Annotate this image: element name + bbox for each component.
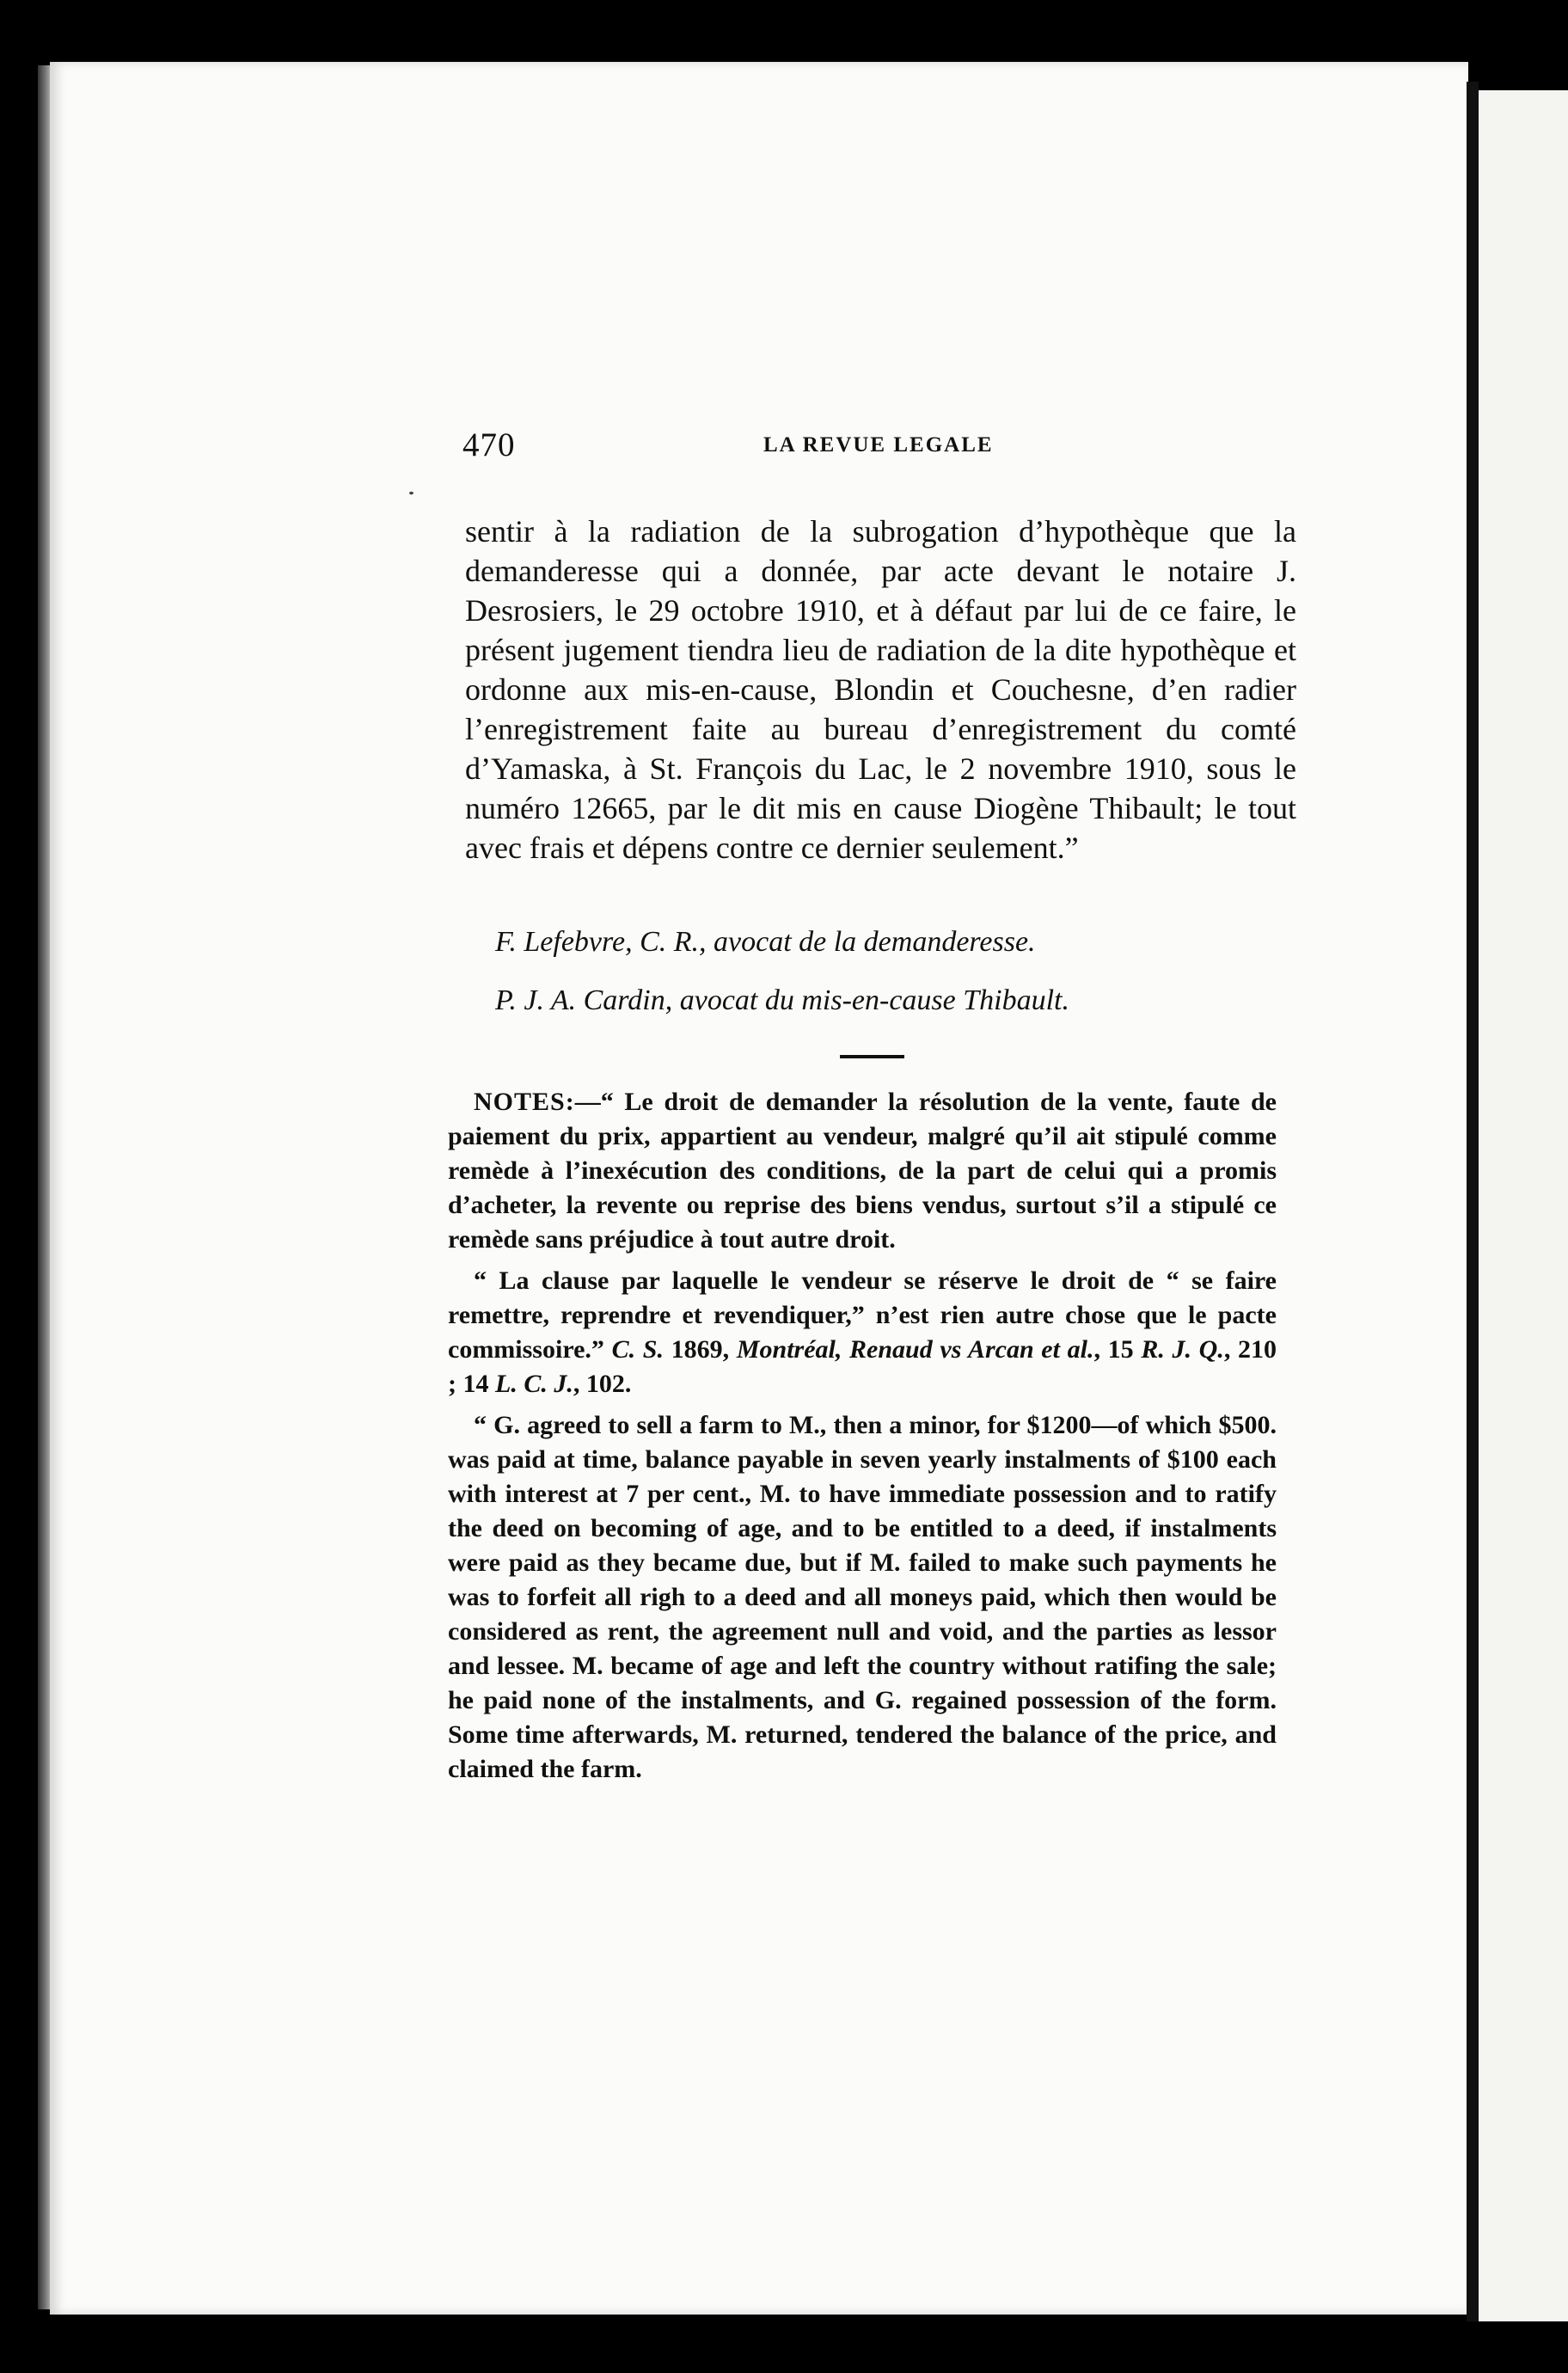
running-header: [462, 426, 1322, 469]
running-title: LA REVUE LEGALE: [763, 433, 994, 457]
main-text-block: [465, 512, 1296, 868]
section-divider: [840, 1055, 904, 1058]
citation-court: C. S.: [611, 1335, 664, 1364]
citation-reporter-2: L. C. J.: [495, 1370, 573, 1398]
scan-speck: [409, 492, 413, 495]
note-paragraph-3: “ G. agreed to sell a farm to M., then a minor, for $1200—of which $500. was paid at time, balance payable in seven yearly instalments of $100 each with interest at 7 per cent., M. to have immediate possession and to ratify the deed on becoming of age, and to be entitled to a deed, if instalments were paid as they became due, but if M. failed to make such payments he was to forfeit all righ to a deed and all moneys paid, which then would be considered as rent, the agreement null and void, and the parties as lessor and lessee. M. became of age and left the country without ratifing the sale; he paid none of the instalments, and G. regained possession of the form. Some time afterwards, M. returned, tendered the balance of the price, and claimed the farm.: [448, 1411, 1277, 1783]
note-paragraph-1: [448, 1085, 1277, 1257]
citation-page-1: , 210 ; 14: [448, 1335, 1277, 1398]
note-paragraph-2: [448, 1264, 1277, 1401]
facing-page-edge: [1479, 90, 1568, 2321]
citation-year: 1869,: [663, 1335, 737, 1364]
signature-defendant-counsel: P. J. A. Cardin, avocat du mis-en-cause Thibault.: [495, 984, 1069, 1016]
citation-reporter-1: R. J. Q.: [1141, 1335, 1224, 1364]
notes-section: [448, 1085, 1277, 1787]
notes-label: NOTES:: [474, 1088, 575, 1116]
page-number: 470: [462, 426, 516, 463]
book-gutter: [1467, 82, 1479, 2321]
judgment-paragraph: sentir à la radiation de la subrogation d’hypothèque que la demanderesse qui a donnée, par acte devant le notaire J. Desrosiers, le 29 octobre 1910, et à défaut par lui de ce faire, le présent jugement tiendra lieu de radiation de la dite hypothèque et ordonne aux mis-en-cause, Blondin et Couchesne, d’en radier l’enregistrement faite au bureau d’enregistrement du comté d’Yamaska, à St. François du Lac, le 2 novembre 1910, sous le numéro 12665, par le dit mis en cause Diogène Thibault; le tout avec frais et dépens contre ce dernier seulement.”: [465, 514, 1296, 865]
citation-volume-1: , 15: [1093, 1335, 1142, 1364]
note-paragraph-2-text: “ La clause par laquelle le vendeur se réserve le droit de “ se faire remettre, reprendre et revendiquer,” n’est rien autre chose que le pacte commissoire.”: [448, 1266, 1277, 1364]
citation-page-2: , 102.: [573, 1370, 632, 1398]
citation-case-name: Montréal, Renaud vs Arcan et al.: [736, 1335, 1094, 1364]
note-paragraph-1-text: —“ Le droit de demander la résolution de la vente, faute de paiement du prix, appartient au vendeur, malgré qu’il ait stipulé comme remède à l’inexécution des conditions, de la part de celui qui a promis d’acheter, la revente ou reprise des biens vendus, surtout s’il a stipulé ce remède sans préjudice à tout autre droit.: [448, 1088, 1277, 1254]
signature-plaintiff-counsel: F. Lefebvre, C. R., avocat de la demanderesse.: [495, 926, 1036, 958]
